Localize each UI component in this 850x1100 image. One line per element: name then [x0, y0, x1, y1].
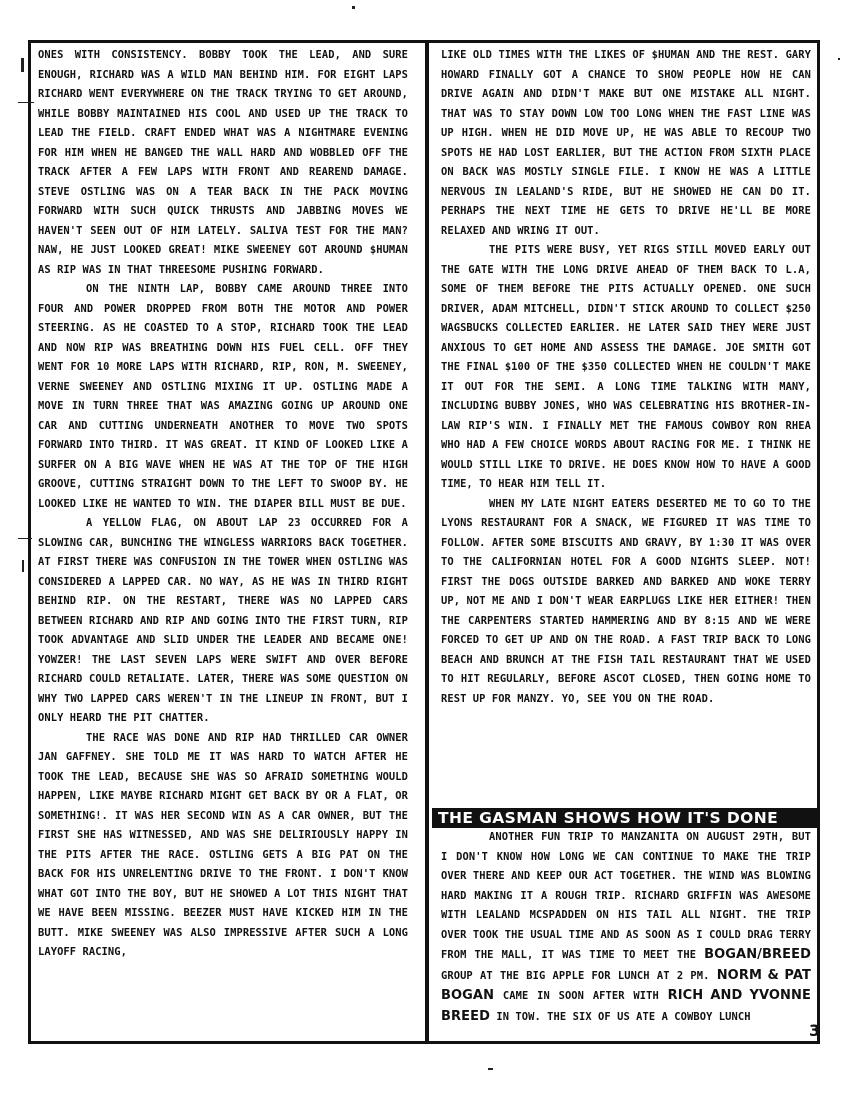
banner-column — [441, 828, 811, 1027]
binding-mark-2 — [18, 538, 32, 539]
binding-mark-3 — [22, 560, 24, 572]
right-paragraph-3: WHEN MY LATE NIGHT EATERS DESERTED ME TO GO TO THE LYONS RESTAURANT FOR A SNACK, WE FIGURED IT WAS TIME TO FOLLOW. AFTER SOME BISCUITS AND GRAVY, BY 1:30 IT WAS OVER TO THE CALIFORNIAN HOTEL FOR A GOOD NIGHTS SLEEP. NOT! FIRST THE DOGS OUTSIDE BARKED AND BARKED AND WOKE TERRY UP, NOT ME AND I DON'T WEAR EARPLUGS LIKE HER EITHER! THEN THE CARPENTERS STARTED HAMMERING AND BY 8:15 AND WE WERE FORCED TO GET UP AND ON THE ROAD. A FAST TRIP BACK TO LONG BEACH AND BRUNCH AT THE FISH TAIL RESTAURANT THAT WE USED TO HIT REGULARLY, BEFORE ASCOT CLOSED, THEN GOING HOME TO REST UP FOR MANZY. YO, SEE YOU ON THE ROAD. — [441, 497, 811, 705]
highlight-rich-yvonne-breed: RICH AND YVONNE BREED — [441, 988, 811, 1024]
banner-text-b: GROUP AT THE BIG APPLE FOR LUNCH AT 2 PM. — [441, 969, 717, 982]
column-divider — [425, 40, 429, 1044]
right-paragraph-1: LIKE OLD TIMES WITH THE LIKES OF $HUMAN AND THE REST. GARY HOWARD FINALLY GOT A CHANCE TO SHOW PEOPLE HOW HE CAN DRIVE AGAIN AND DIDN'T MAKE BUT ONE MISTAKE ALL NIGHT. THAT WAS TO STAY DOWN LOW TOO LONG WHEN THE FAST LINE WAS UP HIGH. WHEN HE DID MOVE UP, HE WAS ABLE TO RECOUP TWO SPOTS HE HAD LOST EARLIER, BUT THE ACTION FROM SIXTH PLACE ON BACK WAS MOSTLY SINGLE FILE. I KNOW HE WAS A LITTLE NERVOUS IN LEALAND'S RIDE, BUT HE SHOWED HE CAN DO IT. PERHAPS THE NEXT TIME HE GETS TO DRIVE HE'LL BE MORE RELAXED AND WRING IT OUT. — [441, 49, 811, 237]
scan-dot-top — [352, 6, 355, 9]
scan-dot-right — [838, 58, 840, 60]
scan-dot-bottom — [488, 1068, 493, 1070]
left-paragraph-1: ONES WITH CONSISTENCY. BOBBY TOOK THE LEAD, AND SURE ENOUGH, RICHARD WAS A WILD MAN BEHIND HIM. FOR EIGHT LAPS RICHARD WENT EVERYWHERE ON THE TRACK TRYING TO GET AROUND, WHILE BOBBY MAINTAINED HIS COOL AND USED UP THE TRACK TO LEAD THE FIELD. CRAFT ENDED WHAT WAS A NIGHTMARE EVENING FOR HIM WHEN HE BANGED THE WALL HARD AND WOBBLED OFF THE TRACK AFTER A FEW LAPS WITH FRONT AND REAREND DAMAGE. STEVE OSTLING WAS ON A TEAR BACK IN THE PACK MOVING FORWARD WITH SUCH QUICK THRUSTS AND JABBING MOVES WE HAVEN'T SEEN OUT OF HIM LATELY. SALIVA TEST FOR THE MAN? NAW, HE JUST LOOKED GREAT! MIKE SWEENEY GOT AROUND $HUMAN AS RIP WAS IN THAT THREESOME PUSHING FORWARD. — [38, 49, 408, 276]
right-paragraph-2: THE PITS WERE BUSY, YET RIGS STILL MOVED EARLY OUT THE GATE WITH THE LONG DRIVE AHEAD OF THEM BACK TO L.A, SOME OF THEM BEFORE THE PITS ACTUALLY OPENED. ONE SUCH DRIVER, ADAM MITCHELL, DIDN'T STICK AROUND TO COLLECT $250 WAGSBUCKS COLLECTED EARLIER. HE LATER SAID THEY WERE JUST ANXIOUS TO GET HOME AND ASSESS THE DAMAGE. JOE SMITH GOT THE FINAL $100 OF THE $350 COLLECTED WHEN HE COULDN'T MAKE IT OUT FOR THE SEMI. A LONG TIME TALKING WITH MANY, INCLUDING BUBBY JONES, WHO WAS CELEBRATING HIS BROTHER-IN- LAW RIP'S WIN. I FINALLY MET THE FAMOUS COWBOY RON RHEA WHO HAD A FEW CHOICE WORDS ABOUT RACING FOR ME. I THINK HE WOULD STILL LIKE TO DRIVE. HE DOES KNOW HOW TO HAVE A GOOD TIME, TO HEAR HIM TELL IT. — [441, 244, 811, 490]
section-banner: THE GASMAN SHOWS HOW IT'S DONE — [432, 808, 817, 828]
banner-text-d: IN TOW. THE SIX OF US ATE A COWBOY LUNCH — [489, 1010, 751, 1023]
left-paragraph-4: THE RACE WAS DONE AND RIP HAD THRILLED CAR OWNER JAN GAFFNEY. SHE TOLD ME IT WAS HARD TO WATCH AFTER HE TOOK THE LEAD, BECAUSE SHE WAS SO AFRAID SOMETHING WOULD HAPPEN, LIKE MAYBE RICHARD MIGHT GET BACK BY OR A FLAT, OR SOMETHING!. IT WAS HER SECOND WIN AS A CAR OWNER, BUT THE FIRST SHE HAS WITNESSED, AND WAS SHE DELIRIOUSLY HAPPY IN THE PITS AFTER THE RACE. OSTLING GETS A BIG PAT ON THE BACK FOR HIS UNRELENTING DRIVE TO THE FRONT. I DON'T KNOW WHAT GOT INTO THE BOY, BUT HE SHOWED A LOT THIS NIGHT THAT WE HAVE BEEN MISSING. BEEZER MUST HAVE KICKED HIM IN THE BUTT. MIKE SWEENEY WAS ALSO IMPRESSIVE AFTER SUCH A LONG LAYOFF RACING, — [38, 731, 408, 958]
left-column — [38, 46, 408, 963]
page-number: 3 — [809, 1021, 821, 1040]
left-paragraph-3: A YELLOW FLAG, ON ABOUT LAP 23 OCCURRED FOR A SLOWING CAR, BUNCHING THE WINGLESS WARRIORS BACK TOGETHER. AT FIRST THERE WAS CONFUSION IN THE TOWER WHEN OSTLING WAS CONSIDERED A LAPPED CAR. NO WAY, AS HE WAS IN THIRD RIGHT BEHIND RIP. ON THE RESTART, THERE WAS NO LAPPED CARS BETWEEN RICHARD AND RIP AND GOING INTO THE FIRST TURN, RIP TOOK ADVANTAGE AND SLID UNDER THE LEADER AND BECAME ONE! YOWZER! THE LAST SEVEN LAPS WERE SWIFT AND OVER BEFORE RICHARD COULD RETALIATE. LATER, THERE WAS SOME QUESTION ON WHY TWO LAPPED CARS WEREN'T IN THE LINEUP IN FRONT, BUT I ONLY HEARD THE PIT CHATTER. — [38, 517, 408, 724]
banner-text-a: ANOTHER FUN TRIP TO MANZANITA ON AUGUST 29TH, BUT I DON'T KNOW HOW LONG WE CAN CONTINUE TO MAKE THE TRIP OVER THERE AND KEEP OUR ACT TOGETHER. THE WIND WAS BLOWING HARD MAKING IT A ROUGH TRIP. RICHARD GRIFFIN WAS AWESOME WITH LEALAND MCSPADDEN ON HIS TAIL ALL NIGHT. THE TRIP OVER TOOK THE USUAL TIME AND AS SOON AS I COULD DRAG TERRY FROM THE MALL, IT WAS TIME TO MEET THE — [441, 831, 811, 961]
highlight-norm-pat-bogan: NORM & PAT BOGAN — [441, 967, 811, 1003]
banner-paragraph — [441, 828, 811, 1027]
left-paragraph-2: ON THE NINTH LAP, BOBBY CAME AROUND THREE INTO FOUR AND POWER DROPPED FROM BOTH THE MOTOR AND POWER STEERING. AS HE COASTED TO A STOP, RICHARD TOOK THE LEAD AND NOW RIP WAS BREATHING DOWN HIS FUEL CELL. OFF THEY WENT FOR 10 MORE LAPS WITH RICHARD, RIP, RON, M. SWEENEY, VERNE SWEENEY AND OSTLING MIXING IT UP. OSTLING MADE A MOVE IN TURN THREE THAT WAS AMAZING GOING UP AROUND ONE CAR AND CUTTING UNDERNEATH ANOTHER TO MOVE TWO SPOTS FORWARD INTO THIRD. IT WAS GREAT. IT KIND OF LOOKED LIKE A SURFER ON A BIG WAVE WHEN HE WAS AT THE TOP OF THE HIGH GROOVE, CUTTING STRAIGHT DOWN TO THE LEFT TO SWOOP BY. HE LOOKED LIKE HE WANTED TO WIN. THE DIAPER BILL MUST BE DUE. — [38, 283, 408, 510]
highlight-bogan-breed: BOGAN/BREED — [704, 947, 811, 962]
right-column — [441, 46, 811, 709]
binding-mark-1 — [18, 102, 34, 103]
binding-mark-top — [21, 58, 24, 72]
banner-text-c: CAME IN SOON AFTER WITH — [494, 990, 668, 1002]
